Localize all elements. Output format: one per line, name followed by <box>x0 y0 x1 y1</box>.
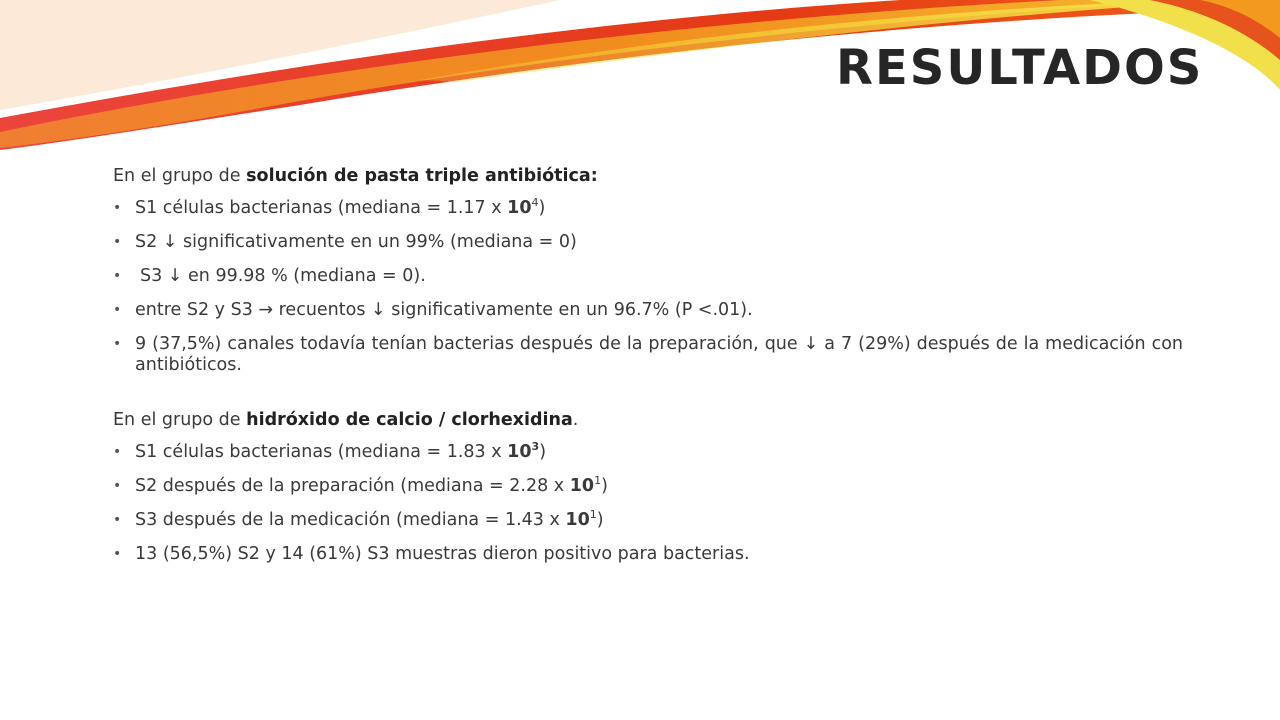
group1-intro <box>113 166 1183 187</box>
group2-intro-bold: hidróxido de calcio / clorhexidina <box>246 410 573 430</box>
group1-b5-text: 9 (37,5%) canales todavía tenían bacterias después de la preparación, que ↓ a 7 (29%) después de la medicación con antibióticos. <box>135 334 1183 375</box>
group2-b3-end: ) <box>596 510 604 530</box>
group2-intro-suffix: . <box>572 410 579 430</box>
group2-b1-end: ) <box>539 442 547 462</box>
group2-intro-prefix: En el grupo de <box>113 410 247 430</box>
group1-b1-base: 10 <box>507 198 532 218</box>
group1-intro-suffix: : <box>590 166 598 186</box>
group2-b3-base: 10 <box>565 510 590 530</box>
group1-b1-exp: 4 <box>531 196 539 210</box>
slide-body <box>113 166 1183 578</box>
group2-b3-text: S3 después de la medicación (mediana = 1.43 x <box>135 510 566 530</box>
group1-intro-prefix: En el grupo de <box>113 166 247 186</box>
group1-bullet-s2 <box>113 232 1183 253</box>
group2-b2-end: ) <box>601 476 608 496</box>
group1-b4-text: entre S2 y S3 → recuentos ↓ significativamente en un 96.7% (P <.01). <box>135 300 753 320</box>
group2-b2-text: S2 después de la preparación (mediana = 2.28 x <box>135 476 570 496</box>
group1-b3-text: S3 ↓ en 99.98 % (mediana = 0). <box>140 266 426 286</box>
group1-bullet-s1 <box>113 198 1183 219</box>
group1-intro-bold: solución de pasta triple antibiótica <box>246 166 591 186</box>
slide-title: RESULTADOS <box>836 40 1204 96</box>
group2-b1-exp: 3 <box>531 440 540 454</box>
group2-b1-base: 10 <box>507 442 532 462</box>
group1-bullet-s3 <box>113 266 1183 287</box>
group2-bullet-positive <box>113 544 1183 565</box>
group1-b1-text: S1 células bacterianas (mediana = 1.17 x <box>135 198 508 218</box>
group2-b3-exp: 1 <box>589 508 597 522</box>
group1-bullet-canals <box>113 334 1183 376</box>
group2-bullet-s3 <box>113 510 1183 531</box>
group2-bullet-s2 <box>113 476 1183 497</box>
group1-b2-text: S2 ↓ significativamente en un 99% (mediana = 0) <box>135 232 577 252</box>
group1-bullet-s2-s3 <box>113 300 1183 321</box>
group2-intro <box>113 410 1183 431</box>
group2-b2-base: 10 <box>569 476 595 496</box>
group2-bullet-list <box>113 442 1183 565</box>
group2-b2-exp: 1 <box>594 474 602 488</box>
section-gap <box>113 389 1183 410</box>
group2-b1-text: S1 células bacterianas (mediana = 1.83 x <box>135 442 508 462</box>
group2-b4-text: 13 (56,5%) S2 y 14 (61%) S3 muestras dieron positivo para bacterias. <box>135 544 750 564</box>
group2-bullet-s1 <box>113 442 1183 463</box>
group1-bullet-list <box>113 198 1183 376</box>
group1-b1-end: ) <box>538 198 546 218</box>
